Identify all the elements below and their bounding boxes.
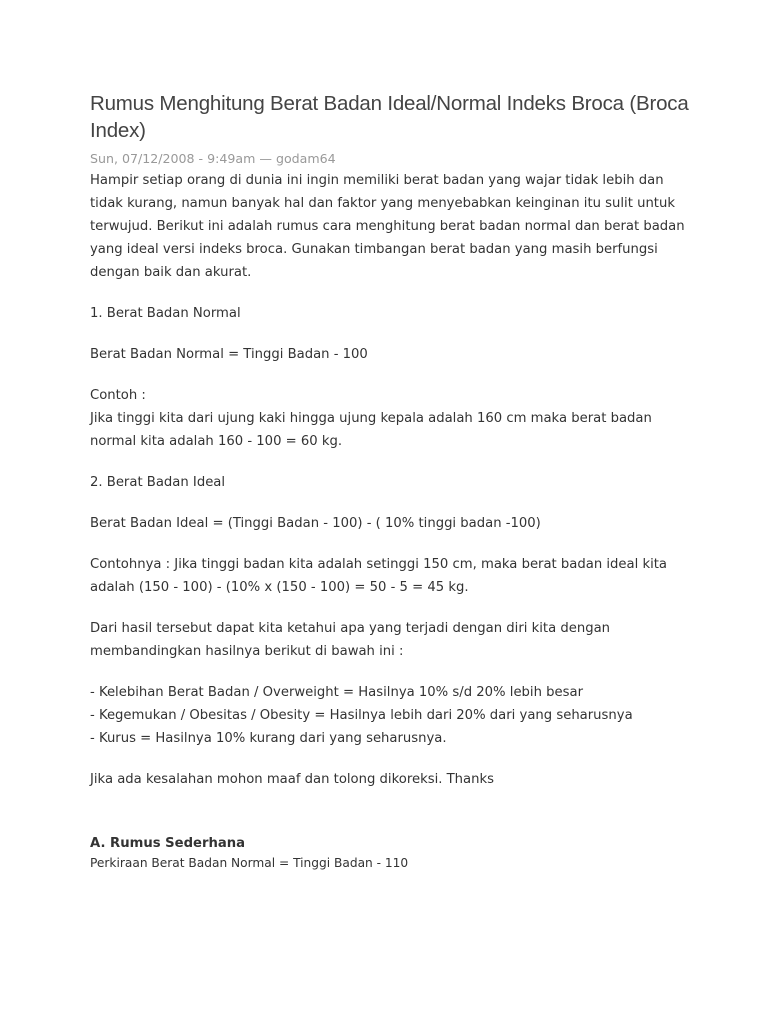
section2-formula: Berat Badan Ideal = (Tinggi Badan - 100) - ( 10% tinggi badan -100) — [90, 516, 541, 531]
section2-heading: 2. Berat Badan Ideal — [90, 475, 226, 490]
results-list — [90, 681, 690, 750]
list-item: - Kurus = Hasilnya 10% kurang dari yang seharusnya. — [90, 731, 447, 746]
section-a-heading: A. Rumus Sederhana — [90, 836, 246, 851]
article-meta: Sun, 07/12/2008 - 9:49am — godam64 — [90, 151, 336, 166]
intro-paragraph: Hampir setiap orang di dunia ini ingin memiliki berat badan yang wajar tidak lebih dan tidak kurang, namun banyak hal dan faktor yang menyebabkan keinginan itu sulit untuk terwujud. Berikut ini adalah rumus cara menghitung berat badan normal dan berat badan yang ideal versi indeks broca. Gunakan timbangan berat badan yang masih berfungsi dengan baik dan akurat. — [90, 173, 685, 280]
results-intro: Dari hasil tersebut dapat kita ketahui apa yang terjadi dengan diri kita dengan membandingkan hasilnya berikut di bawah ini : — [90, 621, 611, 659]
list-item: - Kegemukan / Obesitas / Obesity = Hasilnya lebih dari 20% dari yang seharusnya — [90, 708, 633, 723]
section1-formula: Berat Badan Normal = Tinggi Badan - 100 — [90, 347, 368, 362]
list-item: - Kelebihan Berat Badan / Overweight = Hasilnya 10% s/d 20% lebih besar — [90, 685, 583, 700]
article-title: Rumus Menghitung Berat Badan Ideal/Normal Indeks Broca (Broca Index) — [90, 92, 689, 142]
article — [90, 90, 690, 872]
section1-example: Contoh : Jika tinggi kita dari ujung kaki hingga ujung kepala adalah 160 cm maka berat badan normal kita adalah 160 - 100 = 60 kg. — [90, 388, 652, 449]
section1-heading: 1. Berat Badan Normal — [90, 306, 241, 321]
section-a-text: Perkiraan Berat Badan Normal = Tinggi Badan - 110 — [90, 856, 409, 870]
section2-example: Contohnya : Jika tinggi badan kita adalah setinggi 150 cm, maka berat badan ideal kita adalah (150 - 100) - (10% x (150 - 100) = 50 - 5 = 45 kg. — [90, 557, 668, 595]
closing-text: Jika ada kesalahan mohon maaf dan tolong dikoreksi. Thanks — [90, 772, 494, 787]
